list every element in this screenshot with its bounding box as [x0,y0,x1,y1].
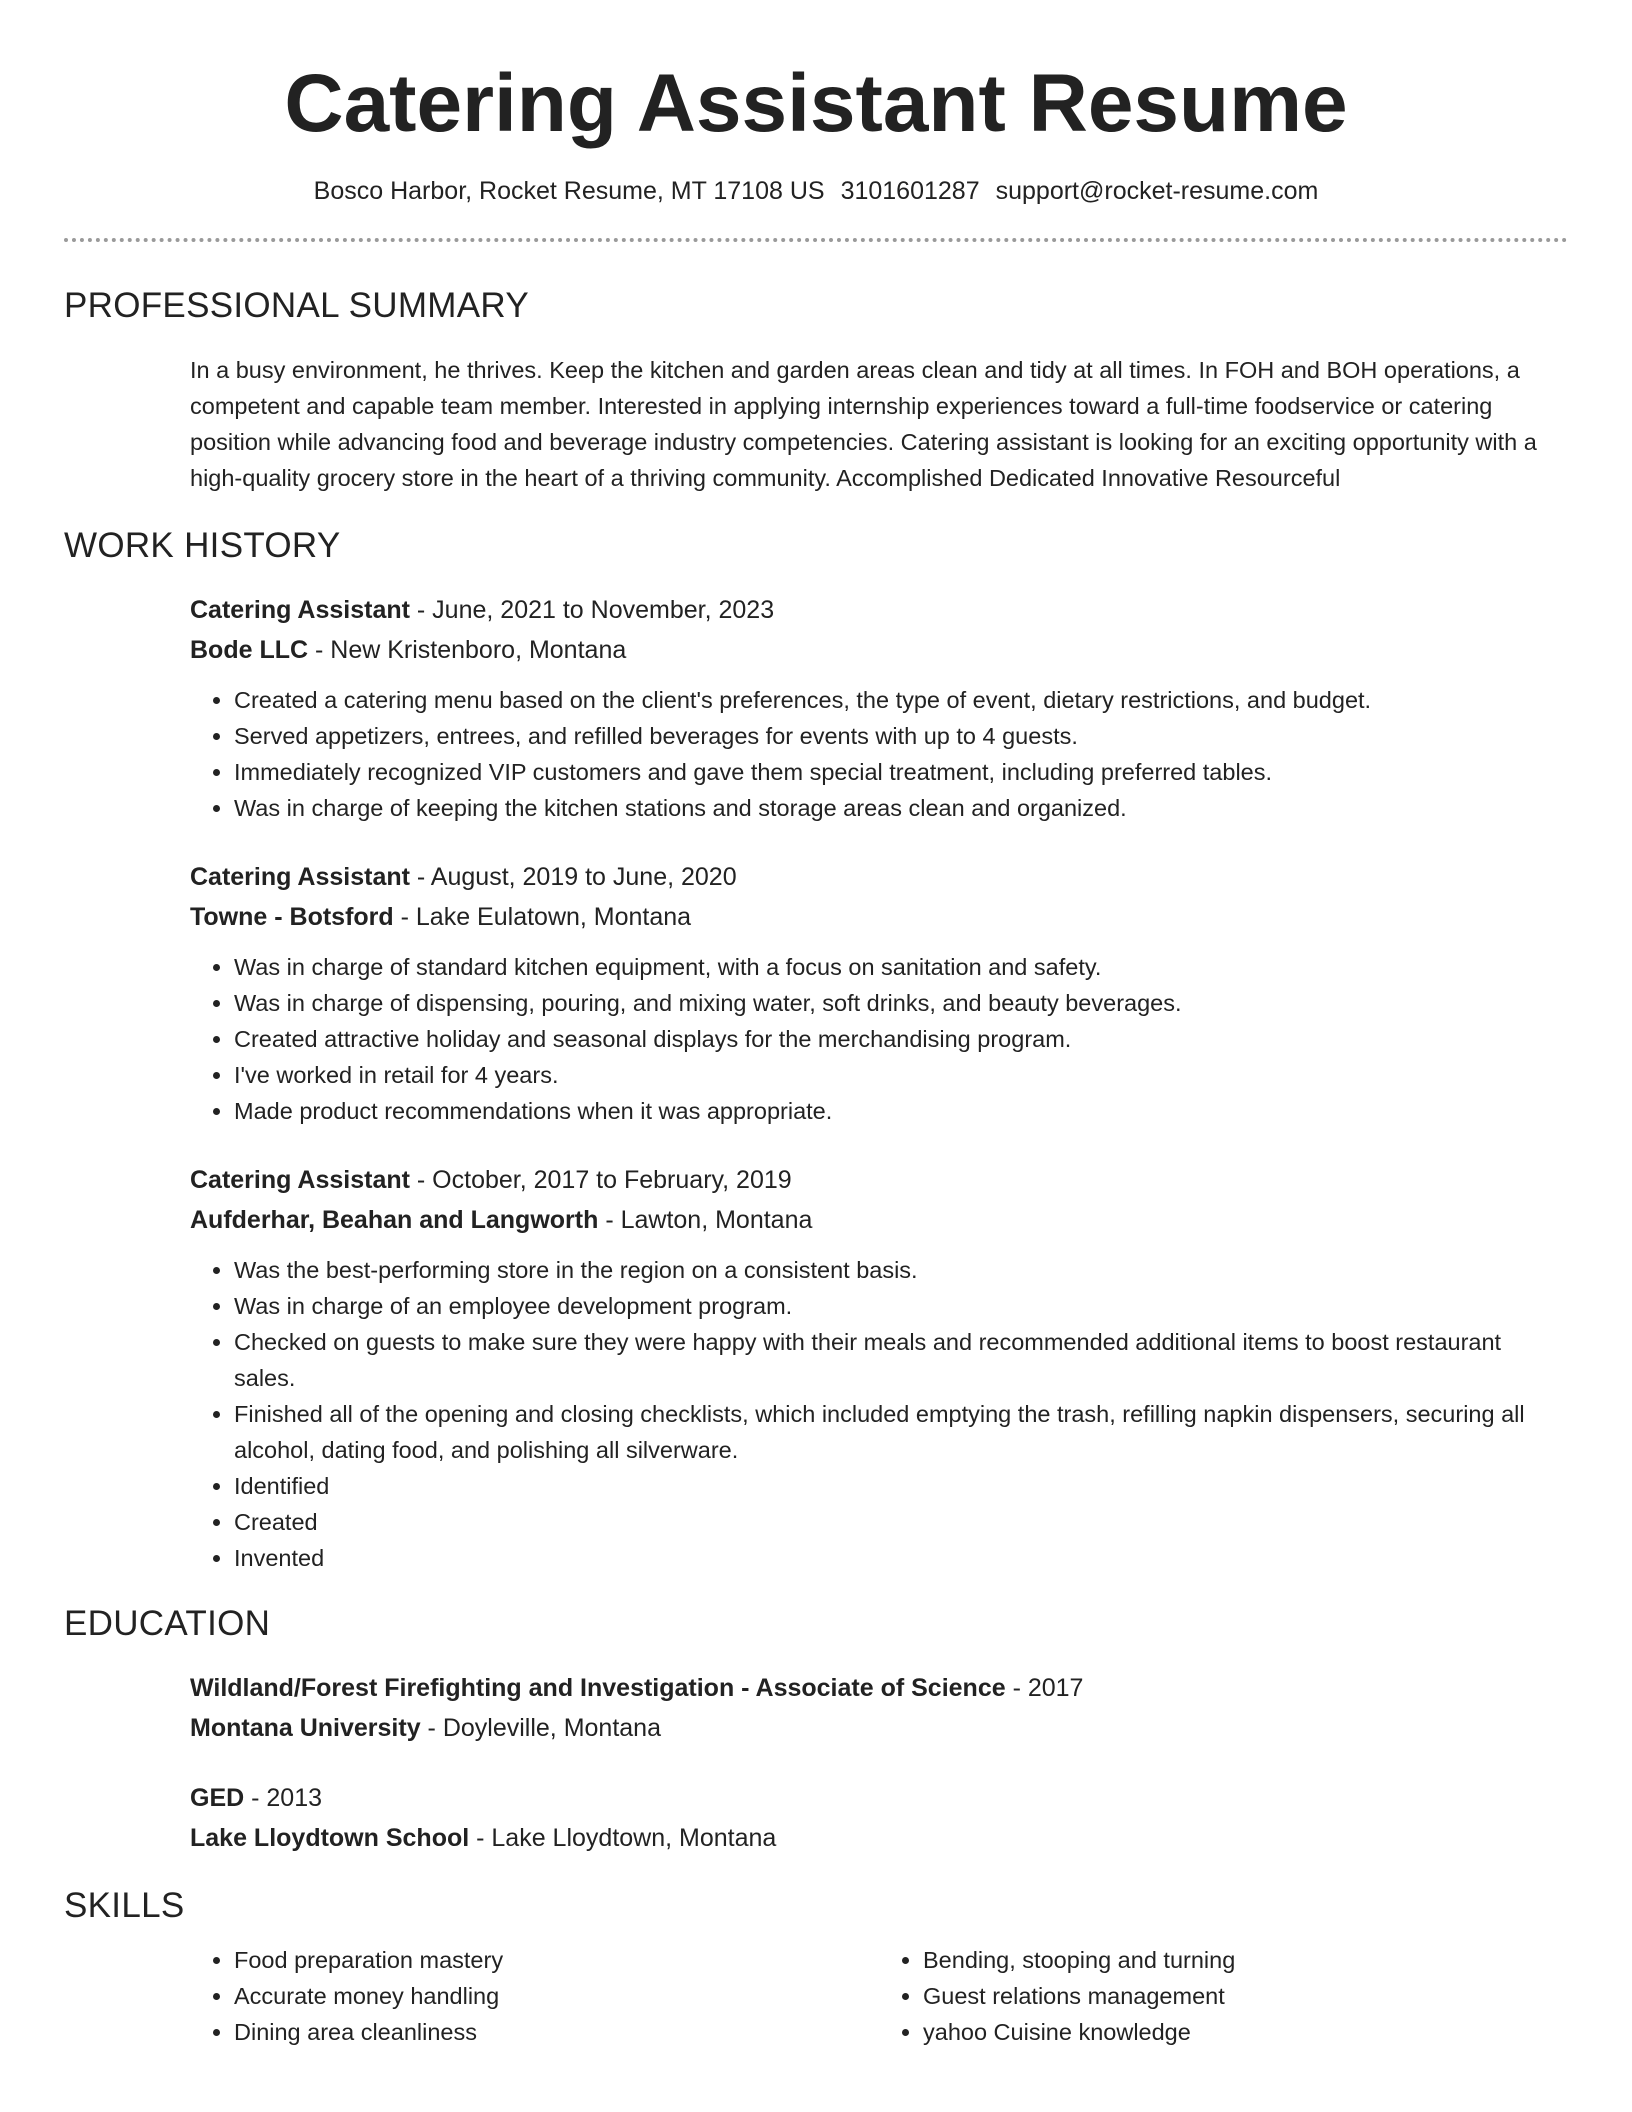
skills-list-right [879,1942,1568,2050]
job-entry-2 [190,857,1568,1129]
job-bullets [190,682,1568,826]
degree-year: - 2013 [244,1784,323,1812]
list-item: • Finished all of the opening and closing checklists, which included emptying the trash, refilling napkin dispensers, securing all alcohol, dating food, and polishing all silverware. [234,1396,1568,1468]
list-item: • Identified [234,1468,1568,1504]
list-item: • Invented [234,1540,1568,1576]
school: Lake Lloydtown School [190,1824,470,1852]
job-title-line [190,857,1568,897]
summary-text: In a busy environment, he thrives. Keep the kitchen and garden areas clean and tidy at all times. In FOH and BOH operations, a competent and capable team member. Interested in applying internship experiences toward a full-time foodservice or catering position while advancing food and beverage industry competencies. Catering assistant is looking for an exciting opportunity with a high-quality grocery store in the heart of a thriving community. Accomplished Dedicated Innovative Resourceful [190,357,1537,491]
list-item: • Created a catering menu based on the client's preferences, the type of event, dietary restrictions, and budget. [234,682,1568,718]
list-item: • Checked on guests to make sure they were happy with their meals and recommended additional items to boost restaurant sales. [234,1324,1568,1396]
skills-list-left [190,1942,879,2050]
skills-columns [190,1942,1568,2050]
contact-address: Bosco Harbor, Rocket Resume, MT 17108 US [313,177,825,205]
job-location: - Lawton, Montana [598,1206,813,1234]
job-title: Catering Assistant [190,863,410,891]
list-item: • Was in charge of standard kitchen equipment, with a focus on sanitation and safety. [234,949,1568,985]
job-company-line [190,897,1568,937]
education-heading: EDUCATION [64,1604,271,1643]
job-bullets [190,1252,1568,1576]
job-title: Catering Assistant [190,596,410,624]
degree: GED [190,1784,245,1812]
job-entry-3 [190,1160,1568,1576]
school-line [190,1818,1568,1858]
list-item: • Dining area cleanliness [234,2014,879,2050]
job-company: Aufderhar, Beahan and Langworth [190,1206,599,1234]
resume-page [64,0,1568,2050]
degree-line [190,1778,1568,1818]
job-company-line [190,630,1568,670]
school-location: - Doyleville, Montana [420,1714,661,1742]
skills-heading: SKILLS [64,1886,185,1925]
list-item: • Made product recommendations when it was appropriate. [234,1093,1568,1129]
degree-line [190,1668,1568,1708]
list-item: • Was in charge of an employee development program. [234,1288,1568,1324]
list-item: • I've worked in retail for 4 years. [234,1057,1568,1093]
degree: Wildland/Forest Firefighting and Investigation - Associate of Science [190,1674,1006,1702]
list-item: • Was the best-performing store in the region on a consistent basis. [234,1252,1568,1288]
job-location: - Lake Eulatown, Montana [393,903,692,931]
job-title: Catering Assistant [190,1166,410,1194]
list-item: • Created [234,1504,1568,1540]
work-history-heading: WORK HISTORY [64,526,341,565]
list-item: • Bending, stooping and turning [923,1942,1568,1978]
contact-phone: 3101601287 [840,177,980,205]
job-location: - New Kristenboro, Montana [308,636,627,664]
list-item: • Was in charge of keeping the kitchen stations and storage areas clean and organized. [234,790,1568,826]
page-title: Catering Assistant Resume [284,58,1348,149]
list-item: • yahoo Cuisine knowledge [923,2014,1568,2050]
contact-line [64,174,1568,208]
list-item: • Immediately recognized VIP customers and gave them special treatment, including preferred tables. [234,754,1568,790]
education-entry-2 [190,1778,1568,1858]
contact-email: support@rocket-resume.com [995,177,1319,205]
school-location: - Lake Lloydtown, Montana [469,1824,777,1852]
job-entry-1 [190,590,1568,826]
list-item: • Served appetizers, entrees, and refilled beverages for events with up to 4 guests. [234,718,1568,754]
job-dates: - June, 2021 to November, 2023 [409,596,775,624]
school-line [190,1708,1568,1748]
list-item: • Food preparation mastery [234,1942,879,1978]
header-divider [64,238,1568,242]
job-dates: - August, 2019 to June, 2020 [409,863,737,891]
list-item: • Accurate money handling [234,1978,879,2014]
job-company: Bode LLC [190,636,309,664]
degree-year: - 2017 [1005,1674,1084,1702]
job-dates: - October, 2017 to February, 2019 [409,1166,792,1194]
list-item: • Was in charge of dispensing, pouring, and mixing water, soft drinks, and beauty beverages. [234,985,1568,1021]
job-title-line [190,590,1568,630]
school: Montana University [190,1714,421,1742]
job-title-line [190,1160,1568,1200]
list-item: • Guest relations management [923,1978,1568,2014]
job-company: Towne - Botsford [190,903,394,931]
job-bullets [190,949,1568,1129]
list-item: • Created attractive holiday and seasonal displays for the merchandising program. [234,1021,1568,1057]
summary-heading: PROFESSIONAL SUMMARY [64,286,529,325]
job-company-line [190,1200,1568,1240]
education-entry-1 [190,1668,1568,1748]
